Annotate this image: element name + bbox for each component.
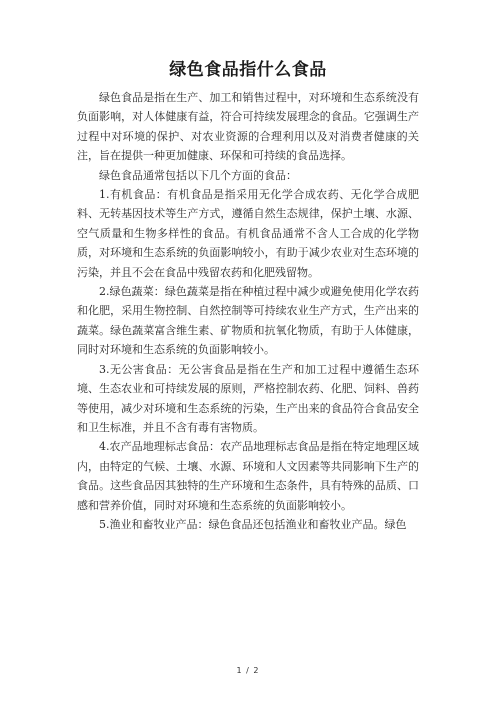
paragraph: 绿色食品通常包括以下几个方面的食品：: [99, 168, 297, 182]
paragraph: 4.农产品地理标志食品：农产品地理标志食品是指在特定地理区域内，由特定的气候、土壤、水源、环境和人文因素等共同影响下生产的食品。这些食品因其独特的生产环境和生态条件，具有特殊的品质、口感和营养价值，同时对环境和生态系统的负面影响较小。: [77, 440, 419, 512]
paragraph: 3.无公害食品：无公害食品是指在生产和加工过程中遵循生态环境、生态农业和可持续发展的原则，严格控制农药、化肥、饲料、兽药等使用，减少对环境和生态系统的污染，生产出来的食品符合食品安全和卫生标准，并且不含有毒有害物质。: [77, 362, 419, 434]
paragraph: 5.渔业和畜牧业产品：绿色食品还包括渔业和畜牧业产品。绿色: [99, 517, 407, 531]
page-number: 1 / 2: [236, 666, 260, 675]
document-body: [77, 88, 419, 534]
paragraph: 绿色食品是指在生产、加工和销售过程中，对环境和生态系统没有负面影响，对人体健康有益，符合可持续发展理念的食品。它强调生产过程中对环境的保护、对农业资源的合理利用以及对消费者健康的关注，旨在提供一种更加健康、环保和可持续的食品选择。: [77, 91, 419, 163]
paragraph: 1.有机食品：有机食品是指采用无化学合成农药、无化学合成肥料、无转基因技术等生产方式，遵循自然生态规律，保护土壤、水源、空气质量和生物多样性的食品。有机食品通常不含人工合成的化学物质，对环境和生态系统的负面影响较小，有助于减少农业对生态环境的污染，并且不会在食品中残留农药和化肥残留物。: [77, 188, 419, 279]
document-title: 绿色食品指什么食品: [169, 60, 327, 80]
paragraph: 2.绿色蔬菜：绿色蔬菜是指在种植过程中减少或避免使用化学农药和化肥，采用生物控制、自然控制等可持续农业生产方式，生产出来的蔬菜。绿色蔬菜富含维生素、矿物质和抗氧化物质，有助于人体健康，同时对环境和生态系统的负面影响较小。: [77, 285, 419, 357]
